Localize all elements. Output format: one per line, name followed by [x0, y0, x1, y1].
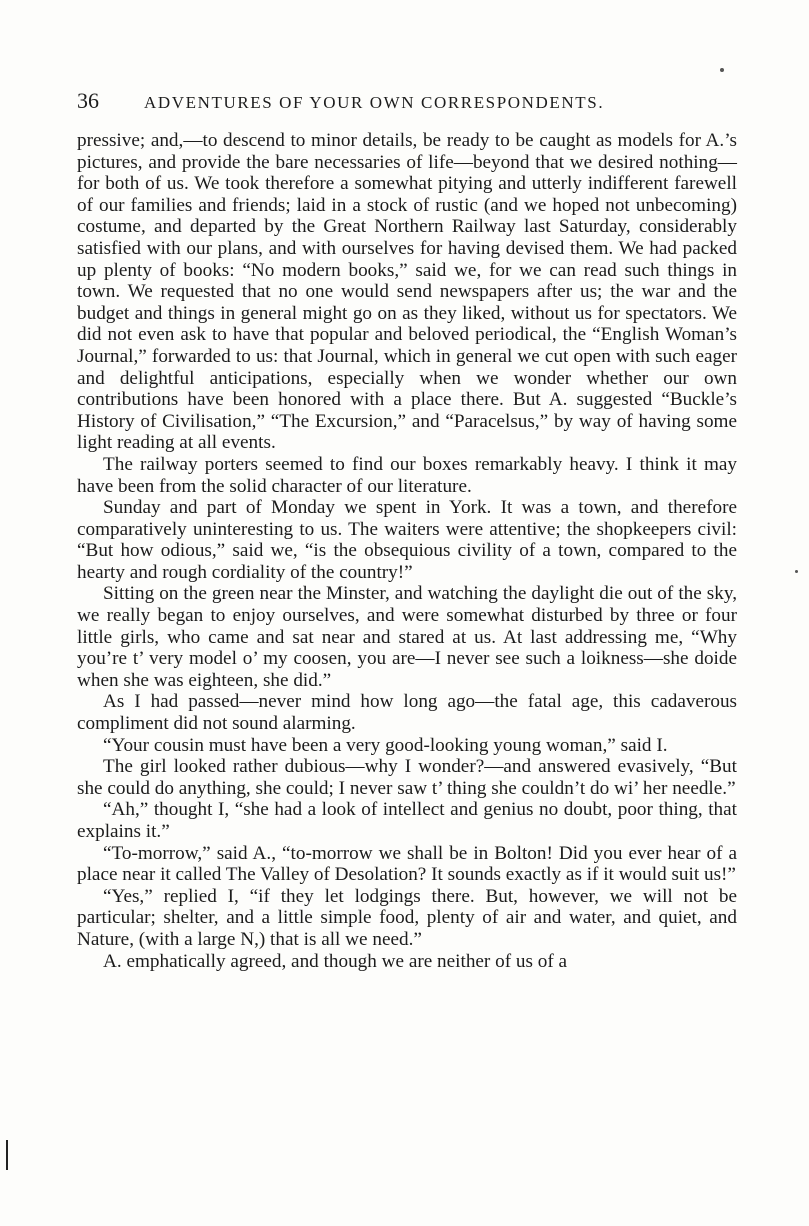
page-number: 36 [77, 88, 99, 113]
paragraph: The railway porters seemed to find our boxes remarkably heavy. I think it may have been from the solid character of our literature. [77, 453, 737, 497]
margin-rule [6, 1140, 8, 1170]
paragraph: A. emphatically agreed, and though we are neither of us of a [103, 950, 568, 972]
paragraph: The girl looked rather dubious—why I wonder?—and answered evasively, “But she could do anything, she could; I never saw t’ thing she couldn’t do wi’ her needle.” [77, 756, 737, 799]
paragraph: “Yes,” replied I, “if they let lodgings there. But, however, we will not be particular; shelter, and a little simple food, plenty of air and water, and quiet, and Nature, (with a large N,) that is all we need.” [77, 885, 737, 950]
ink-speck [795, 570, 798, 573]
body-text [77, 130, 737, 972]
paragraph: “To-morrow,” said A., “to-morrow we shall be in Bolton! Did you ever hear of a place near it called The Valley of Desolation? It sounds exactly as if it would suit us!” [77, 842, 737, 886]
paragraph: “Ah,” thought I, “she had a look of intellect and genius no doubt, poor thing, that explains it.” [77, 799, 737, 842]
paragraph: Sunday and part of Monday we spent in York. It was a town, and therefore comparatively uninteresting to us. The waiters were attentive; the shopkeepers civil: “But how odious,” said we, “is the obsequious civility of a town, compared to the hearty and rough cordiality of the country!” [77, 497, 737, 583]
paragraph: Sitting on the green near the Minster, and watching the daylight die out of the sky, we really began to enjoy ourselves, and were somewhat disturbed by three or four little girls, who came and sat near and stared at us. At last addressing me, “Why you’re t’ very model o’ my coosen, you are—I never see such a loikness—she doide when she was eighteen, she did.” [77, 583, 737, 691]
paragraph: “Your cousin must have been a very good-looking young woman,” said I. [103, 734, 668, 756]
running-head: ADVENTURES OF YOUR OWN CORRESPONDENTS. [144, 93, 605, 112]
page-header [77, 88, 737, 118]
ink-speck [720, 68, 724, 72]
paragraph: As I had passed—never mind how long ago—the fatal age, this cadaverous compliment did not sound alarming. [77, 691, 737, 735]
paragraph: pressive; and,—to descend to minor details, be ready to be caught as models for A.’s pictures, and provide the bare necessaries of life—beyond that we desired nothing—for both of us. We took therefore a somewhat pitying and utterly indifferent farewell of our families and friends; laid in a stock of rustic (and we hoped not unbecoming) costume, and departed by the Great Northern Railway last Saturday, considerably satisfied with our plans, and with ourselves for having devised them. We had packed up plenty of books: “No modern books,” said we, for we can read such things in town. We requested that no one would send newspapers after us; the war and the budget and things in general might go on as they liked, without us for spectators. We did not even ask to have that popular and beloved periodical, the “English Woman’s Journal,” forwarded to us: that Journal, which in general we cut open with such eager and delightful anticipations, especially when we wonder whether our own contributions have been honored with a place there. But A. suggested “Buckle’s History of Civilisation,” “The Excursion,” and “Paracelsus,” by way of having some light reading at all events. [77, 130, 737, 454]
